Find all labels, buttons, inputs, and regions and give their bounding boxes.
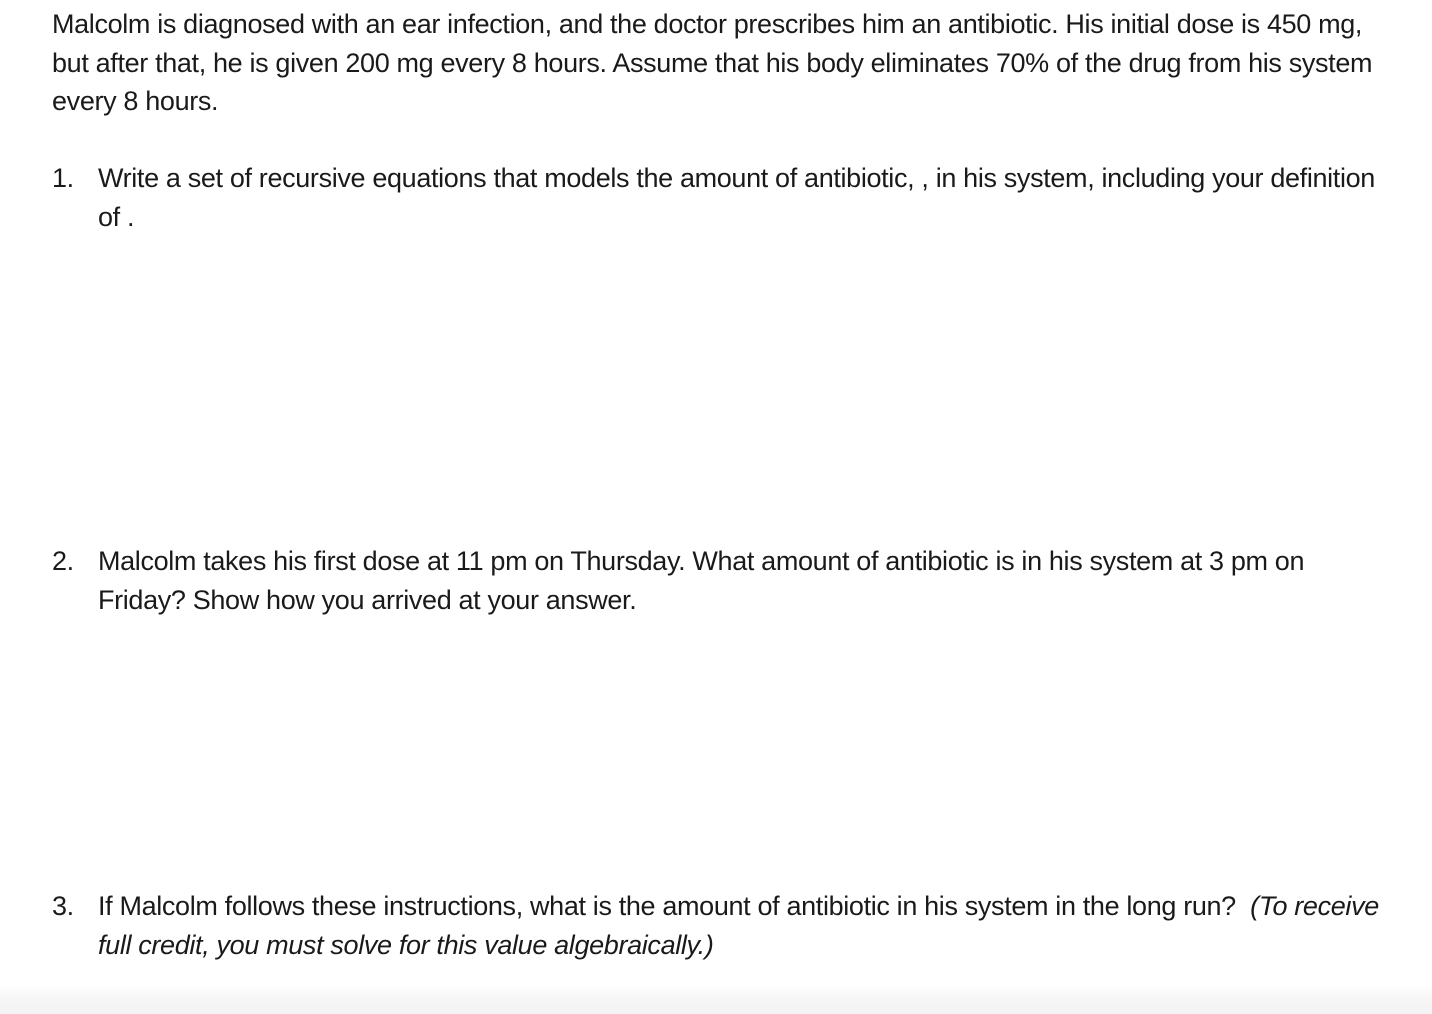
question-text [98, 542, 1392, 619]
question-1 [52, 159, 1392, 236]
question-text [98, 887, 1392, 964]
question-text [98, 159, 1392, 236]
credit-note: (To receive full credit, you must solve for this value algebraically.) [98, 891, 1379, 960]
question-number: 2. [52, 546, 74, 576]
question-3 [52, 887, 1392, 964]
question-2 [52, 542, 1392, 619]
question-number: 1. [52, 163, 74, 193]
question-body: Malcolm takes his first dose at 11 pm on Thursday. What amount of antibiotic is in his system at 3 pm on Friday? Show how you arrived at your answer. [98, 546, 1305, 615]
question-number: 3. [52, 891, 74, 921]
question-body: Write a set of recursive equations that models the amount of antibiotic, , in his system, including your definition of . [98, 163, 1375, 232]
problem-intro: Malcolm is diagnosed with an ear infection, and the doctor prescribes him an antibiotic. His initial dose is 450 mg, but after that, he is given 200 mg every 8 hours. Assume that his body eliminates 70% of the drug from his system every 8 hours. [52, 9, 1373, 116]
question-body: If Malcolm follows these instructions, what is the amount of antibiotic in his system in the long run? [98, 891, 1236, 921]
